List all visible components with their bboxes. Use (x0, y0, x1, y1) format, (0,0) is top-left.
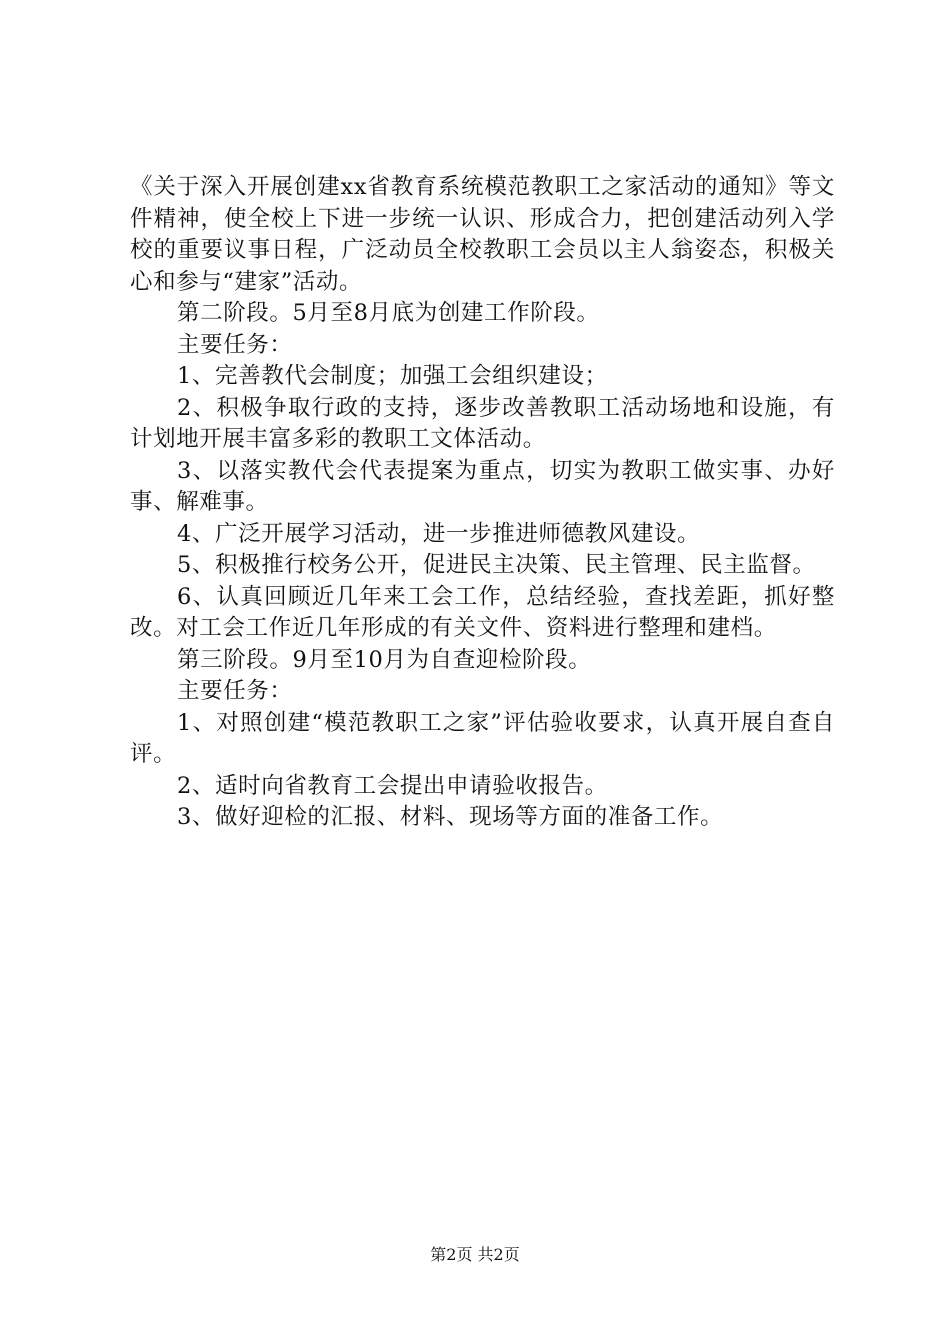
paragraph-phase3-task-2: 2、适时向省教育工会提出申请验收报告。 (177, 772, 608, 799)
paragraph-task-4: 4、广泛开展学习活动，进一步推进师德教风建设。 (177, 520, 701, 547)
paragraph-main-tasks-heading-2: 主要任务： (177, 678, 293, 704)
paragraph-task-6: 6、认真回顾近几年来工会工作，总结经验，查找差距，抓好整改。对工会工作近几年形成的有关文件、资料进行整理和建档。 (130, 583, 835, 641)
paragraph-task-1: 1、完善教代会制度；加强工会组织建设； (177, 363, 608, 389)
paragraph-main-tasks-heading: 主要任务： (177, 331, 293, 358)
paragraph-continuation: 《关于深入开展创建xx省教育系统模范教职工之家活动的通知》等文件精神，使全校上下进一步统一认识、形成合力，把创建活动列入学校的重要议事日程，广泛动员全校教职工会员以主人翁姿态，积极关心和参与“建家”活动。 (130, 174, 835, 295)
paragraph-phase-two: 第二阶段。5月至8月底为创建工作阶段。 (177, 300, 600, 326)
paragraph-phase3-task-3: 3、做好迎检的汇报、材料、现场等方面的准备工作。 (177, 804, 724, 830)
paragraph-task-5: 5、积极推行校务公开，促进民主决策、民主管理、民主监督。 (177, 552, 816, 578)
paragraph-task-3: 3、以落实教代会代表提案为重点，切实为教职工做实事、办好事、解难事。 (130, 457, 835, 515)
paragraph-phase-three: 第三阶段。9月至10月为自查迎检阶段。 (177, 646, 592, 673)
document-body (130, 172, 835, 834)
page-number-footer: 第2页 共2页 (430, 1245, 520, 1264)
paragraph-task-2: 2、积极争取行政的支持，逐步改善教职工活动场地和设施，有计划地开展丰富多彩的教职工文体活动。 (130, 394, 835, 452)
paragraph-phase3-task-1: 1、对照创建“模范教职工之家”评估验收要求，认真开展自查自评。 (130, 709, 835, 767)
